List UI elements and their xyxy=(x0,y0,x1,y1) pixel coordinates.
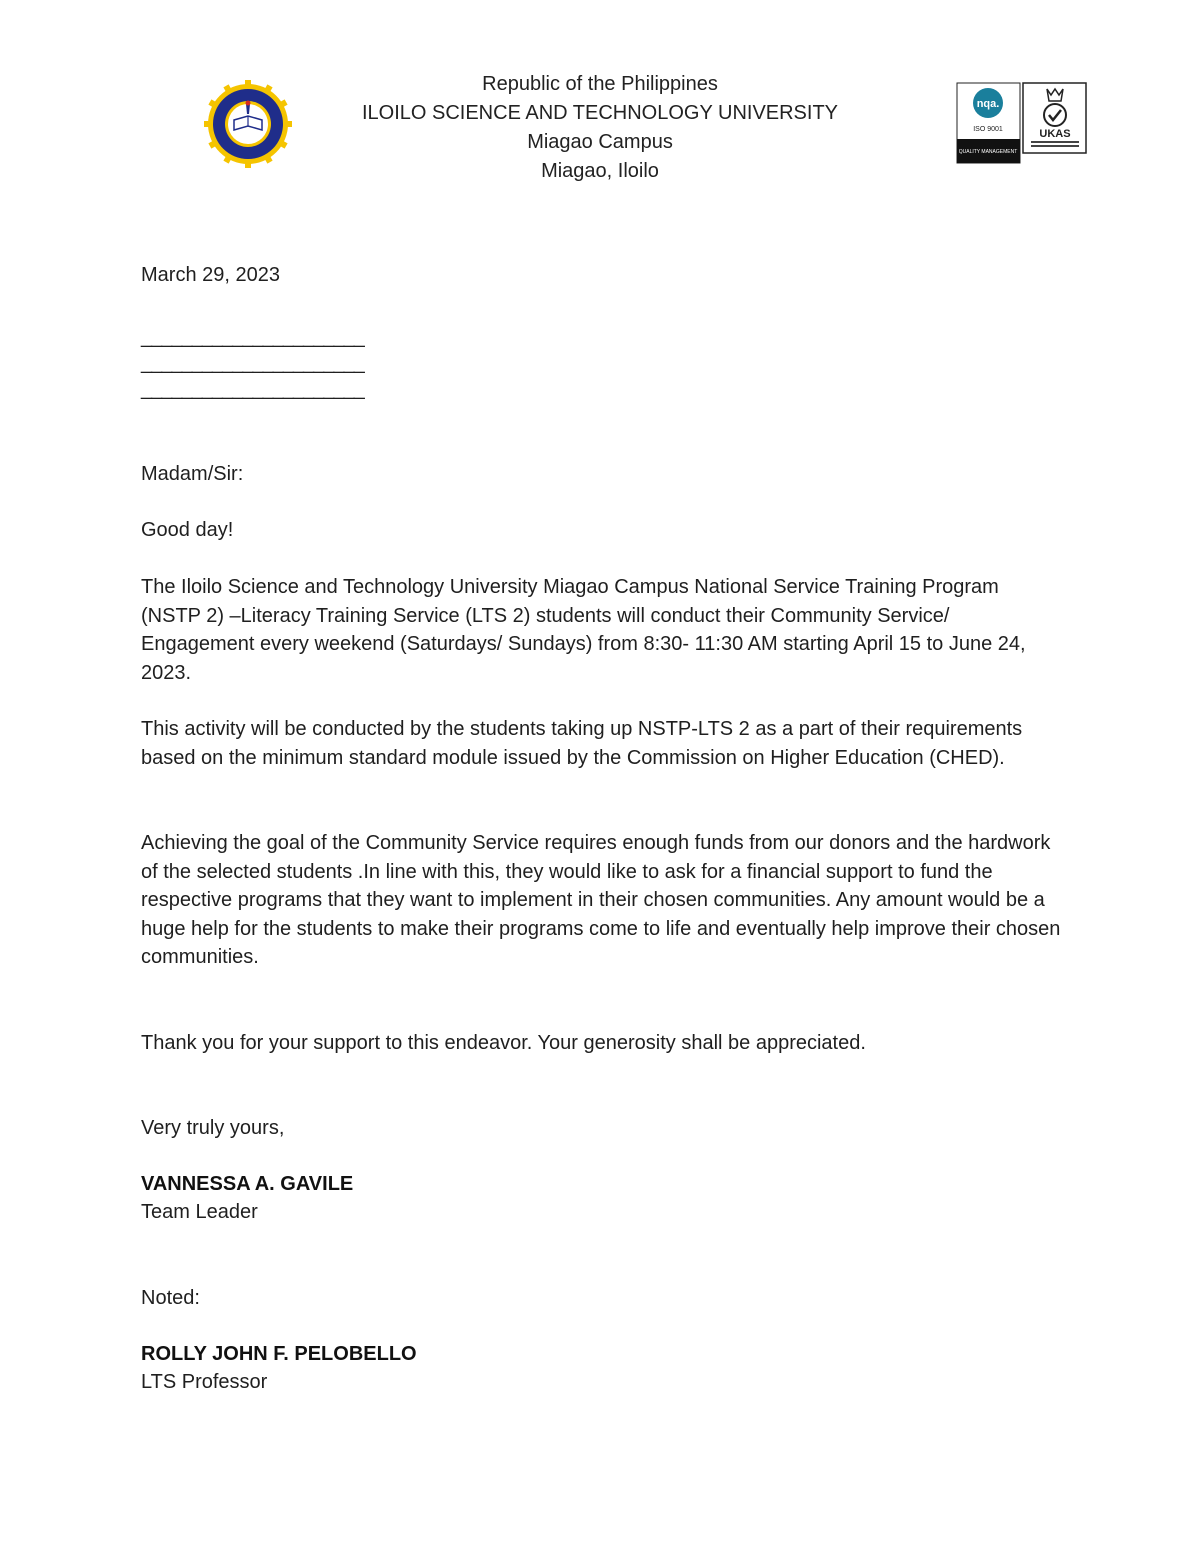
letterhead-campus: Miagao Campus xyxy=(527,131,673,153)
thank-you-line: Thank you for your support to this endeavor. Your generosity shall be appreciated. xyxy=(141,1032,866,1054)
address-blank-line: ______________________ xyxy=(141,378,364,400)
letterhead-location: Miagao, Iloilo xyxy=(541,160,659,182)
university-seal-icon xyxy=(204,80,292,168)
body-paragraph-2: This activity will be conducted by the students taking up NSTP-LTS 2 as a part of their requirements based on the minimum standard module issued by the Commission on Higher Education (CHED). xyxy=(141,718,1023,769)
cert-nqa-text: nqa. xyxy=(976,98,1000,110)
address-blank-line: ______________________ xyxy=(141,352,364,374)
cert-qm-text: QUALITY MANAGEMENT xyxy=(958,149,1018,155)
letterhead-republic: Republic of the Philippines xyxy=(482,73,718,95)
letterhead-university: ILOILO SCIENCE AND TECHNOLOGY UNIVERSITY xyxy=(361,102,839,124)
complimentary-close: Very truly yours, xyxy=(141,1117,285,1139)
recipient-address-blanks xyxy=(141,324,364,402)
signatory-title-team-leader: Team Leader xyxy=(141,1201,258,1223)
letterhead xyxy=(300,70,900,186)
signatory-name-professor: ROLLY JOHN F. PELOBELLO xyxy=(141,1343,417,1365)
address-blank-line: ______________________ xyxy=(141,326,364,348)
body-paragraph-1: The Iloilo Science and Technology University Miagao Campus National Service Training Program (NSTP 2) –Literacy Training Service (LTS 2) students will conduct their Community Service/ Engagement every weekend (Saturdays/ Sundays) from 8:30- 11:30 AM starting April 15 to June 24, 2023. xyxy=(141,576,1026,684)
iso-ukas-certification-icon xyxy=(955,81,1088,165)
noted-label: Noted: xyxy=(141,1287,200,1309)
letter-date: March 29, 2023 xyxy=(141,264,280,286)
signatory-name-team-leader: VANNESSA A. GAVILE xyxy=(141,1173,354,1195)
salutation: Madam/Sir: xyxy=(141,463,244,485)
cert-iso-text: ISO 9001 xyxy=(973,126,1003,133)
cert-ukas-text: UKAS xyxy=(1039,128,1071,140)
body-paragraph-3: Achieving the goal of the Community Service requires enough funds from our donors and the hardwork of the selected students .In line with this, they would like to ask for a financial support to fund the respective programs that they want to implement in their chosen communities. Any amount would be a huge help for the students to make their programs come to life and eventually help improve their chosen communities. xyxy=(141,832,1061,968)
greeting: Good day! xyxy=(141,519,234,541)
signatory-title-professor: LTS Professor xyxy=(141,1371,268,1393)
